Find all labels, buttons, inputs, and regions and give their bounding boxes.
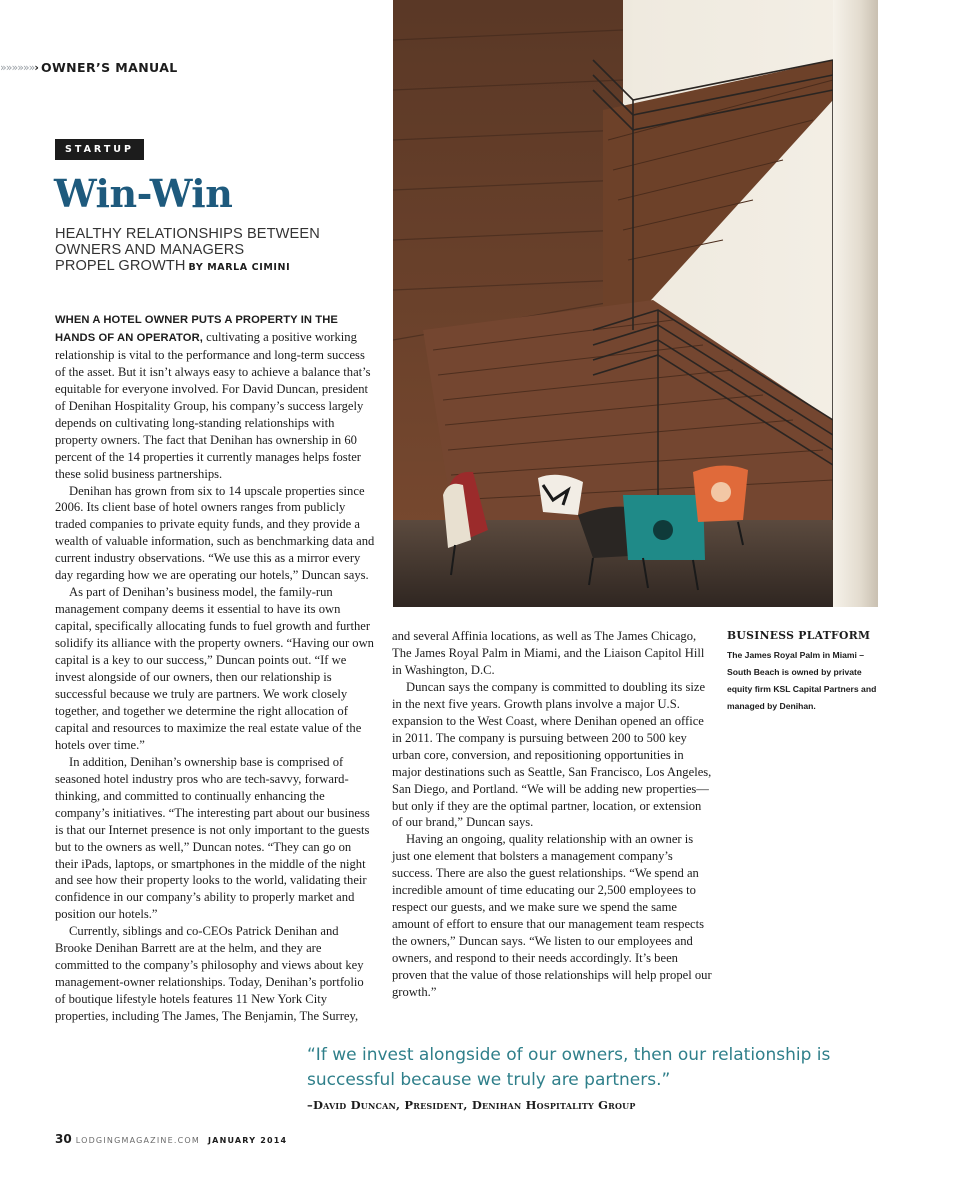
site-url: LODGINGMAGAZINE.COM [75, 1136, 200, 1145]
photo-caption [727, 628, 887, 715]
lead-in: WHEN A HOTEL OWNER PUTS A PROPERTY IN THE HANDS OF AN OPERATOR, [55, 314, 338, 344]
section-header [0, 58, 178, 76]
byline: BY MARLA CIMINI [188, 262, 291, 273]
body-paragraph: Denihan has grown from six to 14 upscale properties since 2006. Its client base of hotel owners ranges from publicly traded companies to private equity funds, and they provide a wealth of valuable information, such as benchmarking data and current industry observations. “We use this as a mirror every day regarding how we are operating our hotels,” Duncan says. [55, 483, 375, 583]
pull-quote: “If we invest alongside of our owners, then our relationship is successful because we truly are partners.” [307, 1045, 831, 1090]
body-paragraph: As part of Denihan’s business model, the family-run management company deems it essential to have its own capital, specifically allocating funds to fuel growth and further solidify its alliance with the property owners. “Having our own capital is a key to our success,” Duncan points out. “If we invest alongside of our owners, then our relationship is successful because we truly are partners. We work closely together, and together we determine the right allocation of capital and resources to maximize the real estate value of the hotels over time.” [55, 585, 374, 752]
issue-date: JANUARY 2014 [208, 1136, 288, 1145]
body-paragraph: and several Affinia locations, as well as The James Chicago, The James Royal Palm in Miami, and the Liaison Capitol Hill in Washington, D.C. [392, 629, 705, 677]
paragraph-text: cultivating a positive working relationship is vital to the performance and long-term success of the asset. But it isn’t always easy to achieve a balance that’s equitable for everyone involved. For David Duncan, president of Denihan Hospitality Group, his company’s success largely depends on cultivating long-standing relationships with property owners. The fact that Denihan has ownership in 60 percent of the 14 properties it currently manages helps foster these solid business partnerships. [55, 329, 371, 481]
body-column-2 [392, 628, 714, 1001]
body-column-1 [55, 311, 375, 1025]
deck-line [55, 258, 375, 276]
caption-title: BUSINESS PLATFORM [727, 629, 871, 642]
section-label: OWNER’S MANUAL [40, 59, 178, 75]
deck-line-text: PROPEL GROWTH [55, 258, 186, 274]
category-badge: STARTUP [55, 139, 144, 160]
body-paragraph [55, 311, 375, 483]
body-paragraph: Currently, siblings and co-CEOs Patrick Denihan and Brooke Denihan Barrett are at the helm, and they are committed to the company’s philosophy and views about key management-owner relationships. Today, Denihan’s portfolio of boutique lifestyle hotels features 11 New York City properties, including The James, The Benjamin, The Surrey, [55, 924, 364, 1024]
article-title: Win-Win [54, 171, 233, 216]
body-paragraph: Duncan says the company is committed to doubling its size in the next five years. Growth plans involve a major U.S. expansion to the West Coast, where Denihan opened an office in 2011. The company is pursuing between 200 to 500 key urban core, conversion, and repositioning opportunities in major destinations such as Seattle, San Francisco, Los Angeles, San Diego, and Portland. “We will be adding new properties—but only if they are the optimal partner, location, or extension of our brand,” Duncan says. [392, 679, 712, 830]
article-deck [55, 226, 375, 276]
deck-line: HEALTHY RELATIONSHIPS BETWEEN [55, 226, 320, 242]
deck-line: OWNERS AND MANAGERS [55, 242, 245, 258]
body-paragraph: Having an ongoing, quality relationship with an owner is just one element that bolsters a management company’s success. There are also the guest relationships. “We spend an incredible amount of time educating our 2,500 employees to respect our guests, and we make sure we spend the same amount of effort to ensure that our management team respects the owners,” Duncan says. “We listen to our employees and owners, and respond to their needs accordingly. It’s been proven that the value of those relationships will help propel our growth.” [392, 832, 712, 1000]
pull-quote-attribution: –David Duncan, President, Denihan Hospitality Group [307, 1098, 636, 1112]
page-number: 30 [55, 1132, 72, 1146]
staircase-photo [393, 0, 878, 607]
page-footer [55, 1132, 287, 1146]
body-paragraph: In addition, Denihan’s ownership base is comprised of seasoned hotel industry pros who are tech-savvy, forward-thinking, and committed to continually enhancing the company’s initiatives. “The interesting part about our business is that our Internet presence is not only important to the guests but to the owners as well,” Duncan notes. “They can go on their iPads, laptops, or smartphones in the middle of the night and see how their property looks to the world, validating their confidence in our company’s ability to properly market and position our hotels.” [55, 754, 370, 922]
caption-text: The James Royal Palm in Miami – South Beach is owned by private equity firm KSL Capital Partners and managed by Denihan. [727, 650, 877, 711]
chevrons-icon: »»»»»»› [0, 60, 38, 74]
